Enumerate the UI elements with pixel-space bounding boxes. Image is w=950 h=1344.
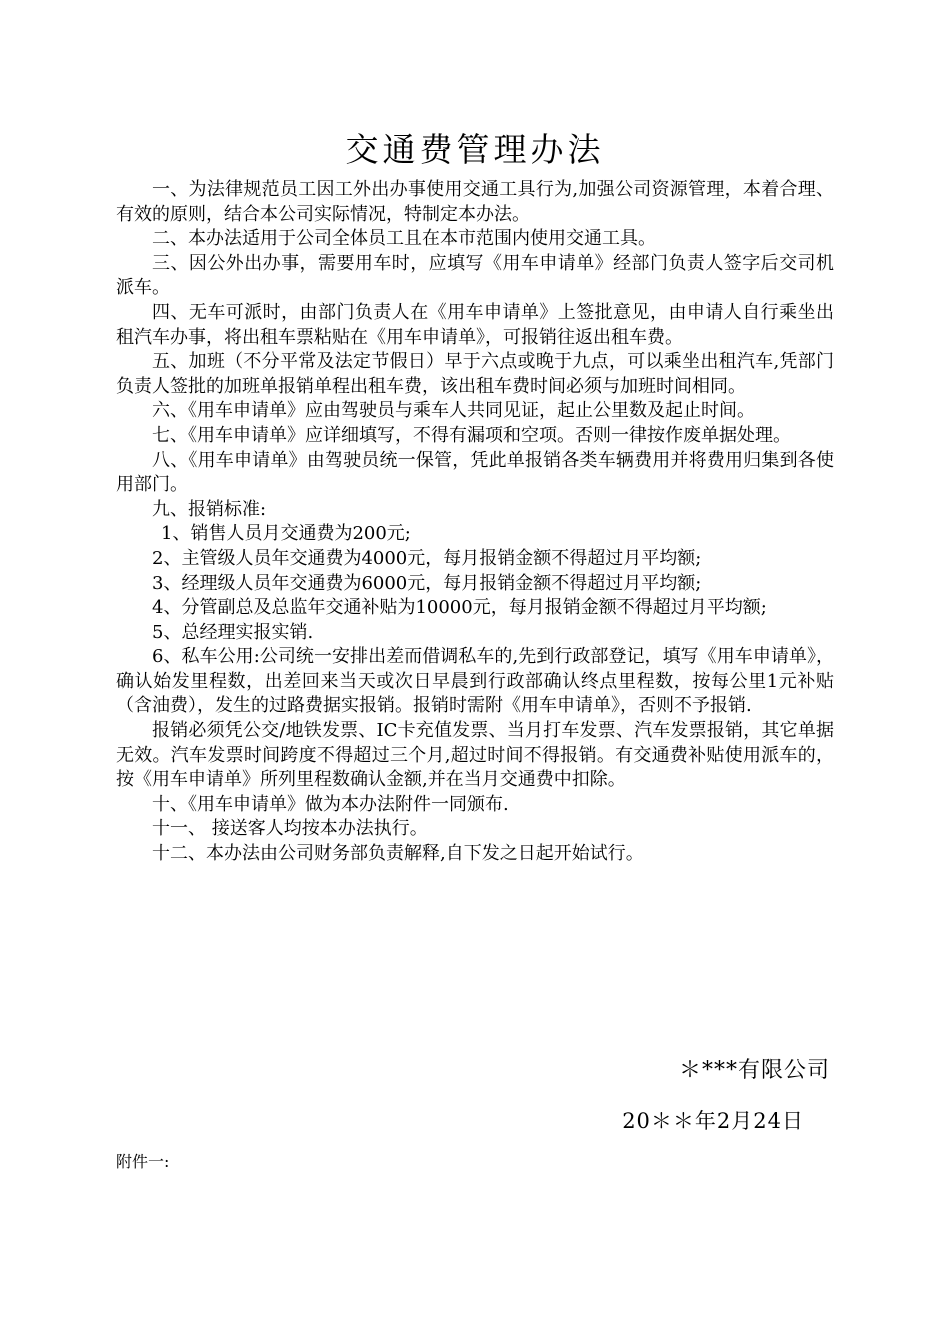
paragraph-1: 一、为法律规范员工因工外出办事使用交通工具行为,加强公司资源管理，本着合理、有效的原则，结合本公司实际情况，特制定本办法。: [116, 179, 834, 225]
closing-paragraph-3: 十一、 接送客人均按本办法执行。: [152, 818, 428, 840]
attachment-label: 附件一:: [116, 1152, 170, 1171]
closing-paragraph-1: 报销必须凭公交/地铁发票、IC卡充值发票、当月打车发票、汽车发票报销，其它单据无效。汽车发票时间跨度不得超过三个月,超过时间不得报销。有交通费补贴使用派车的，按《用车申请单》所列里程数确认金额,并在当月交通费中扣除。: [116, 720, 834, 791]
paragraph-7: 七、《用车申请单》应详细填写，不得有漏项和空项。否则一律按作废单据处理。: [152, 424, 791, 446]
paragraph-2: 二、本办法适用于公司全体员工且在本市范围内使用交通工具。: [152, 228, 656, 250]
standard-item-6: 6、私车公用:公司统一安排出差而借调私车的,先到行政部登记，填写《用车申请单》，确认始发里程数，出差回来当天或次日早晨到行政部确认终点里程数，按每公里1元补贴（含油费），发生的过路费据实报销。报销时需附《用车申请单》，否则不予报销.: [116, 646, 834, 717]
standard-item-2: 2、主管级人员年交通费为4000元，每月报销金额不得超过月平均额;: [152, 547, 702, 569]
paragraph-3: 三、因公外出办事，需要用车时，应填写《用车申请单》经部门负责人签字后交司机派车。: [116, 252, 834, 299]
standard-item-5: 5、总经理实报实销.: [152, 621, 314, 643]
closing-paragraph-2: 十、《用车申请单》做为本办法附件一同颁布.: [152, 793, 509, 815]
standard-item-3: 3、经理级人员年交通费为6000元，每月报销金额不得超过月平均额;: [152, 572, 702, 594]
paragraph-9: 九、报销标准:: [152, 498, 267, 520]
issue-date: 20＊＊年2月24日: [622, 1109, 804, 1133]
standard-item-1: 1、销售人员月交通费为200元;: [161, 523, 411, 545]
paragraph-4: 四、无车可派时，由部门负责人在《用车申请单》上签批意见，由申请人自行乘坐出租汽车办事，将出租车票粘贴在《用车申请单》，可报销往返出租车费。: [116, 301, 834, 348]
standard-item-4: 4、分管副总及总监年交通补贴为10000元，每月报销金额不得超过月平均额;: [152, 597, 767, 619]
paragraph-5: 五、加班（不分平常及法定节假日）早于六点或晚于九点，可以乘坐出租汽车,凭部门负责人签批的加班单报销单程出租车费，该出租车费时间必须与加班时间相同。: [116, 351, 834, 397]
closing-paragraph-4: 十二、本办法由公司财务部负责解释,自下发之日起开始试行。: [152, 843, 644, 865]
paragraph-6: 六、《用车申请单》应由驾驶员与乘车人共同见证，起止公里数及起止时间。: [152, 400, 755, 422]
document-body: [116, 178, 834, 867]
document-title: 交通费管理办法: [345, 130, 605, 169]
paragraph-8: 八、《用车申请单》由驾驶员统一保管，凭此单报销各类车辆费用并将费用归集到各使用部门。: [116, 449, 834, 496]
company-name: ＊***有限公司: [678, 1058, 830, 1083]
